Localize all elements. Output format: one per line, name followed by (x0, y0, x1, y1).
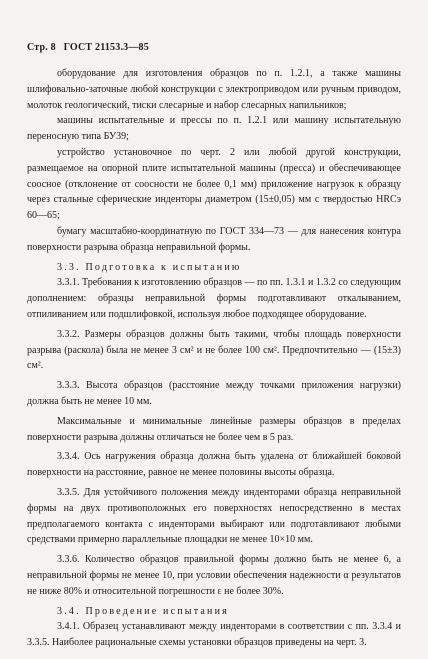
page-header (27, 42, 154, 53)
clause-3-3-1: 3.3.1. Требования к изготовлению образцов — по пп. 1.3.1 и 1.3.2 со следующим дополнением: образцы неправильной формы подготавливают откалыванием, отпиливанием или подшлифовкой, используя любое подходящее оборудование. (27, 277, 401, 320)
clause-3-3-6: 3.3.6. Количество образцов правильной формы должно быть не менее 6, а неправильной формы не менее 10, при условии обеспечения надежности α результатов не ниже 80% и относительной погрешности ε не более 30%. (27, 554, 401, 597)
page-number: Стр. 8 (27, 42, 56, 53)
equipment-list-item-sample-tools: оборудование для изготовления образцов по п. 1.2.1, а также машины шлифовально-заточные любой конструкции с электроприводом или ручным приводом, молоток геологический, тиски слесарные и набор слесарных напильников; (27, 68, 401, 111)
clause-3-3-2: 3.3.2. Размеры образцов должны быть такими, чтобы площадь поверхности разрыва (раскола) была не менее 3 см² и не более 100 см². Предпочтительно — (15±3) см². (27, 328, 401, 372)
equipment-list-item-setup-device: устройство установочное по черт. 2 или любой другой конструкции, размещаемое на опорной плите испытательной машины (пресса) и обеспечивающее соосное (отклонение от соосности не более 0,1 мм) приложение нагрузок к образцу через стальные сферические инденторы диаметром (15±0,05) мм с твердостью HRCэ 60—65; (27, 146, 401, 222)
clause-3-3-3: 3.3.3. Высота образцов (расстояние между точками приложения нагрузки) должна быть не менее 10 мм. (27, 380, 401, 407)
equipment-list-item-graph-paper: бумагу масштабно-координатную по ГОСТ 334—73 — для нанесения контура поверхности разрыва образца неправильной формы. (27, 225, 401, 253)
document-code: ГОСТ 21153.3—85 (63, 42, 149, 53)
clause-3-4-1: 3.4.1. Образец устанавливают между инденторами в соответствии с пп. 3.3.4 и 3.3.5. Наиболее рациональные схемы установки образцов приведены на черт. 3. (27, 621, 401, 649)
section-heading-testing: 3.4. Проведение испытания (57, 605, 229, 617)
clause-3-3-3-continued: Максимальные и минимальные линейные размеры образцов в пределах поверхности разрыва должны отличаться не более чем в 5 раз. (27, 415, 401, 443)
section-heading-preparation: 3.3. Подготовка к испытанию (57, 261, 242, 273)
clause-3-3-4: 3.3.4. Ось нагружения образца должна быть удалена от ближайшей боковой поверхности на расстояние, равное не менее половины высоты образца. (27, 451, 401, 479)
document-body (27, 66, 401, 651)
equipment-list-item-test-machines: машины испытательные и прессы по п. 1.2.1 или машину испытательную переносную типа БУ39; (27, 115, 401, 143)
clause-3-3-5: 3.3.5. Для устойчивого положения между инденторами образца неправильной формы на двух противоположных его поверхностях непосредственно в местах предполагаемого контакта с инденторами выбирают или подготавливают любыми средствами примерно параллельные площадки не менее 10×10 мм. (27, 486, 401, 546)
